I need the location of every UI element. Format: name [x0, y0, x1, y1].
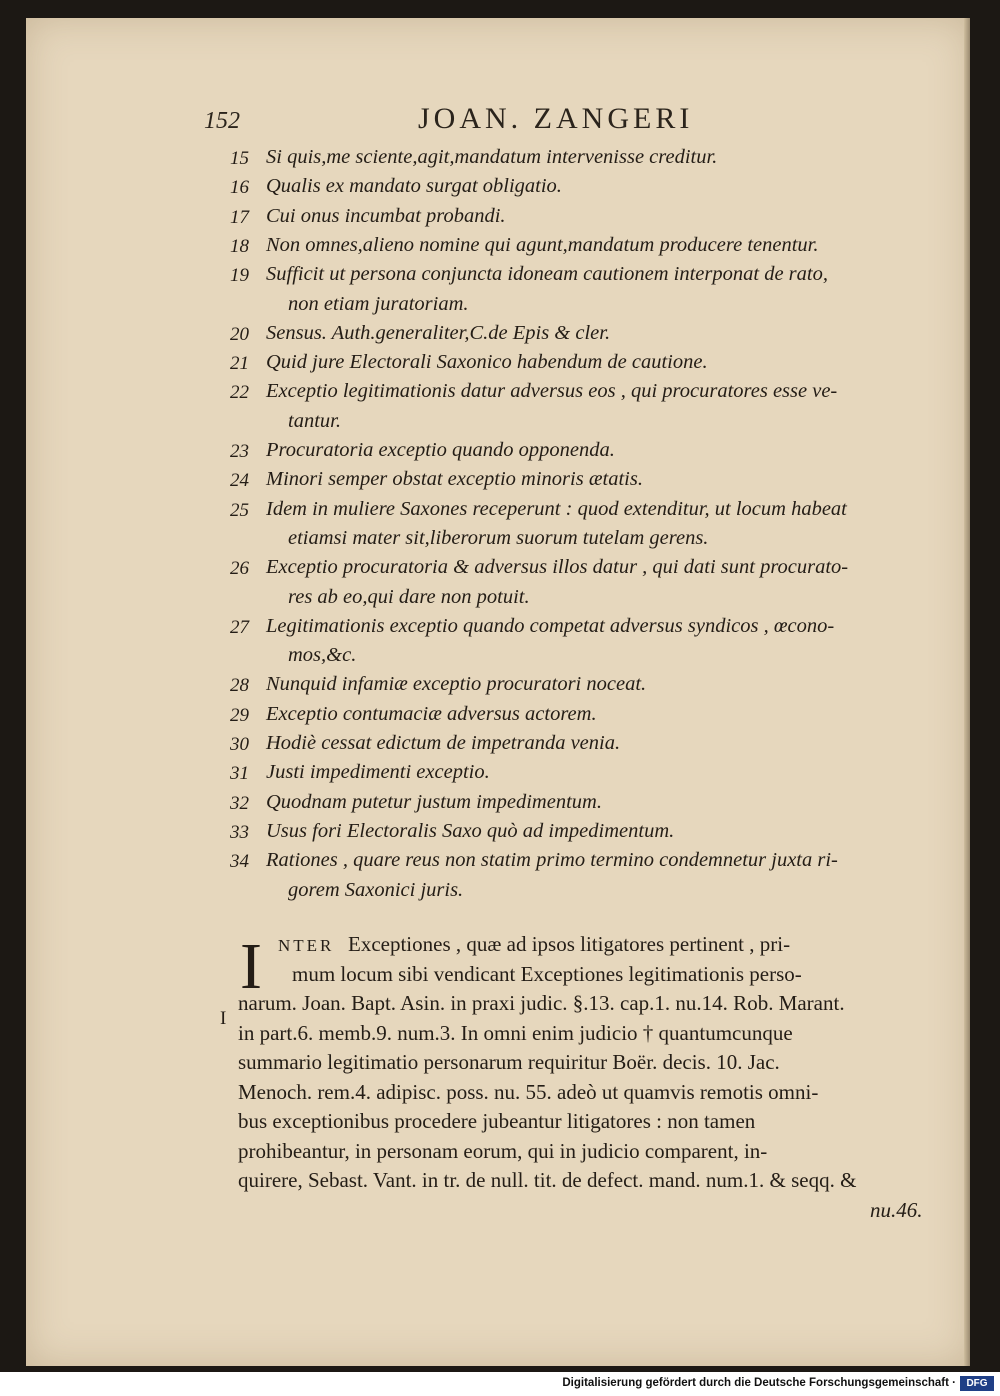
- summary-item-number: 19: [230, 265, 249, 287]
- summary-item-number: 15: [230, 148, 249, 169]
- margin-note: I: [220, 1008, 227, 1029]
- summary-item-text: etiamsi mater sit,liberorum suorum tutelam gerens.: [288, 526, 709, 549]
- body-line: prohibeantur, in personam eorum, qui in judicio comparent, in-: [238, 1138, 768, 1163]
- summary-item-text: Quodnam putetur justum impedimentum.: [266, 790, 602, 813]
- footer-bar: [0, 1372, 1000, 1396]
- running-head: [0, 102, 944, 142]
- summary-item-number: 26: [230, 558, 249, 580]
- summary-item-text: mos,&c.: [288, 644, 357, 667]
- summary-item-text: Exceptio procuratoria & adversus illos datur , qui dati sunt procurato-: [266, 556, 849, 579]
- summary-item-number: 21: [230, 353, 249, 375]
- body-first-word: NTER: [278, 936, 335, 955]
- summary-item-text: Idem in muliere Saxones receperunt : quod extenditur, ut locum habeat: [266, 497, 847, 520]
- summary-item-text: Minori semper obstat exceptio minoris ætatis.: [266, 468, 643, 491]
- summary-item-number: 17: [230, 206, 249, 228]
- summary-item-text: res ab eo,qui dare non potuit.: [288, 585, 530, 608]
- summary-item-number: 24: [230, 470, 249, 492]
- summary-item-number: 32: [230, 792, 249, 814]
- summary-item-text: tantur.: [288, 409, 341, 432]
- body-line: mum locum sibi vendicant Exceptiones legitimationis perso-: [292, 961, 802, 986]
- summary-item-number: 31: [230, 763, 249, 785]
- body-line: narum. Joan. Bapt. Asin. in praxi judic. §.13. cap.1. nu.14. Rob. Marant.: [238, 991, 845, 1015]
- summary-item-text: gorem Saxonici juris.: [288, 878, 464, 901]
- summary-item-text: Hodiè cessat edictum de impetranda venia.: [266, 732, 621, 754]
- summary-item-text: non etiam juratoriam.: [288, 292, 469, 315]
- summary-item-number: 25: [230, 499, 249, 521]
- summary-item-text: Sensus. Auth.generaliter,C.de Epis & cler.: [266, 321, 611, 344]
- summary-item-number: 28: [230, 675, 249, 697]
- summary-item-number: 18: [230, 235, 249, 257]
- summary-item-text: Cui onus incumbat probandi.: [266, 204, 506, 227]
- body-line: summario legitimatio personarum requiritur Boër. decis. 10. Jac.: [238, 1050, 780, 1074]
- drop-cap: I: [240, 930, 262, 1003]
- running-title: JOAN. ZANGERI: [418, 102, 694, 135]
- body-line: in part.6. memb.9. num.3. In omni enim judicio † quantumcunque: [238, 1020, 793, 1045]
- summary-item-text: Exceptio contumaciæ adversus actorem.: [266, 702, 597, 725]
- body-line: Menoch. rem.4. adipisc. poss. nu. 55. adeò ut quamvis remotis omni-: [238, 1079, 819, 1104]
- summary-item-text: Nunquid infamiæ exceptio procuratori noceat.: [266, 673, 647, 696]
- summary-item-number: 34: [230, 851, 249, 873]
- summary-item-text: Non omnes,alieno nomine qui agunt,mandatum producere tenentur.: [266, 233, 819, 256]
- body-line: quirere, Sebast. Vant. in tr. de null. tit. de defect. mand. num.1. & seqq. &: [238, 1168, 857, 1192]
- summary-item-text: Legitimationis exceptio quando competat adversus syndicos , œcono-: [266, 614, 835, 637]
- summary-item-number: 27: [230, 616, 249, 638]
- dfg-logo: DFG: [960, 1376, 994, 1391]
- summary-item-number: 33: [230, 821, 249, 843]
- summary-item-text: Procuratoria exceptio quando opponenda.: [266, 439, 615, 461]
- summary-item-number: 22: [230, 382, 249, 404]
- summary-item-number: 16: [230, 177, 249, 199]
- summary-item-text: Sufficit ut persona conjuncta idoneam cautionem interponat de rato,: [266, 263, 828, 286]
- summary-item-text: Si quis,me sciente,agit,mandatum intervenisse creditur.: [266, 146, 718, 168]
- summary-item-number: 23: [230, 441, 249, 462]
- summary-item-text: Quid jure Electorali Saxonico habendum de cautione.: [266, 351, 708, 374]
- page-edge: [964, 18, 970, 1366]
- summary-item-number: 20: [230, 323, 249, 345]
- body-line: bus exceptionibus procedere jubeantur litigatores : non tamen: [238, 1109, 756, 1133]
- summary-item-number: 29: [230, 704, 249, 726]
- summary-item-text: Exceptio legitimationis datur adversus eos , qui procuratores esse ve-: [266, 380, 838, 403]
- body-line: Exceptiones , quæ ad ipsos litigatores pertinent , pri-: [348, 932, 791, 956]
- page-number: 152: [204, 108, 240, 134]
- summary-item-text: Rationes , quare reus non statim primo termino condemnetur juxta ri-: [266, 849, 838, 872]
- summary-item-number: 30: [230, 734, 249, 755]
- summary-item-text: Usus fori Electoralis Saxo quò ad impedimentum.: [266, 819, 675, 842]
- summary-item-text: Justi impedimenti exceptio.: [266, 761, 490, 784]
- summary-item-text: Qualis ex mandato surgat obligatio.: [266, 175, 562, 198]
- footer-credit: Digitalisierung gefördert durch die Deutsche Forschungsgemeinschaft ·: [562, 1377, 956, 1389]
- body-line: nu.46.: [870, 1197, 923, 1222]
